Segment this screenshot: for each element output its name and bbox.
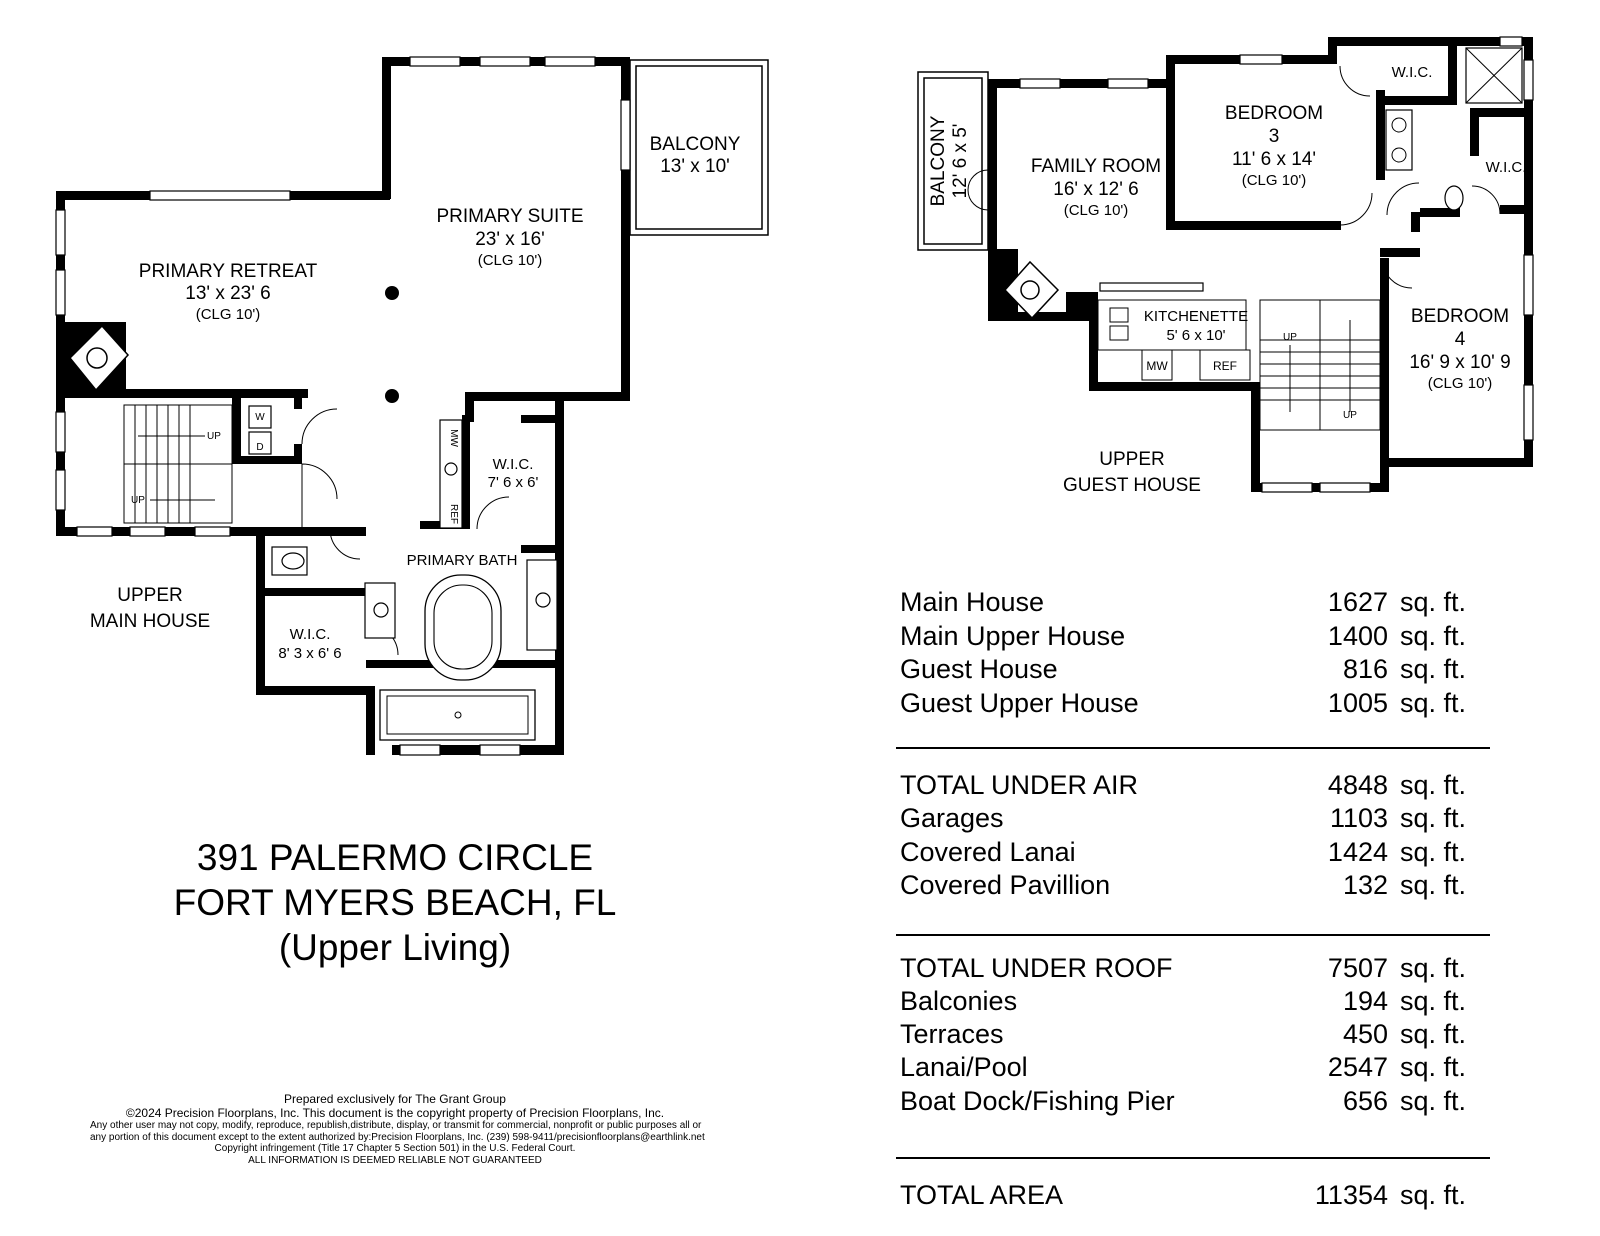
copyright-notice <box>90 1092 705 1166</box>
room-name-bedroom-4: BEDROOM <box>1410 306 1510 327</box>
room-dims-primary-retreat: 13' x 23' 6 <box>185 283 271 304</box>
room-num-bedroom-4: 4 <box>1454 329 1466 350</box>
area-row: Terraces 450 sq. ft. <box>900 1019 1467 1049</box>
divider <box>896 747 1490 749</box>
dryer-label: D <box>256 442 264 453</box>
divider <box>896 1157 1490 1159</box>
room-name-family-room: FAMILY ROOM <box>1030 156 1162 177</box>
main-house-plan <box>56 57 768 755</box>
room-name-wic-2: W.I.C. <box>289 626 331 643</box>
address-line-2: FORT MYERS BEACH, FL <box>173 882 617 923</box>
room-name-primary-bath: PRIMARY BATH <box>406 552 518 569</box>
stair-up-label: UP <box>207 431 221 442</box>
plan-title-guest-line2: GUEST HOUSE <box>1063 475 1201 496</box>
credit-line: Copyright infringement (Title 17 Chapter 5 Section 501) in the U.S. Federal Court. <box>214 1143 576 1154</box>
room-name-guest-balcony: BALCONY <box>928 115 949 207</box>
area-row: Main House 1627 sq. ft. <box>900 587 1467 617</box>
area-row: Boat Dock/Fishing Pier 656 sq. ft. <box>900 1086 1467 1116</box>
address-line-1: 391 PALERMO CIRCLE <box>196 837 594 878</box>
credit-line: any portion of this document except to the extent authorized by:Precision Floorplans, Inc. (239) 598-9411/precisionfloorplans@earthlink.net <box>90 1131 705 1143</box>
area-row-total: TOTAL AREA 11354 sq. ft. <box>900 1180 1467 1210</box>
address-line-3: (Upper Living) <box>278 927 512 968</box>
room-clg-bedroom-3: (CLG 10') <box>1241 172 1307 189</box>
room-dims-wic-1: 7' 6 x 6' <box>487 474 539 491</box>
area-row: Main Upper House 1400 sq. ft. <box>900 621 1467 651</box>
room-clg-bedroom-4: (CLG 10') <box>1427 375 1493 392</box>
room-name-wic-1: W.I.C. <box>492 456 534 473</box>
room-clg-primary-retreat: (CLG 10') <box>195 306 261 323</box>
area-row: Covered Pavillion 132 sq. ft. <box>900 870 1467 900</box>
room-name-main-balcony: BALCONY <box>649 134 741 155</box>
area-row: TOTAL UNDER AIR 4848 sq. ft. <box>900 770 1467 800</box>
stair-up-label: UP <box>131 495 145 506</box>
area-row: Guest Upper House 1005 sq. ft. <box>900 688 1467 718</box>
area-row: TOTAL UNDER ROOF 7507 sq. ft. <box>900 953 1467 983</box>
room-name-kitchenette: KITCHENETTE <box>1143 308 1249 325</box>
room-dims-wic-2: 8' 3 x 6' 6 <box>278 645 342 662</box>
room-clg-primary-suite: (CLG 10') <box>477 252 543 269</box>
credit-line: Any other user may not copy, modify, reproduce, republish,distribute, display, or transmit for commercial, nonprofit or public purposes all or <box>90 1120 702 1131</box>
room-dims-bedroom-3: 11' 6 x 14' <box>1231 149 1317 170</box>
area-row: Garages 1103 sq. ft. <box>900 803 1467 833</box>
room-name-wic-top: W.I.C. <box>1391 64 1433 81</box>
credit-line: ALL INFORMATION IS DEEMED RELIABLE NOT GUARANTEED <box>248 1154 542 1166</box>
room-num-bedroom-3: 3 <box>1268 126 1280 147</box>
area-row: Balconies 194 sq. ft. <box>900 986 1467 1016</box>
room-clg-family-room: (CLG 10') <box>1063 202 1129 219</box>
property-address <box>140 835 650 970</box>
plan-title-guest-line1: UPPER <box>1099 449 1165 470</box>
room-name-primary-suite: PRIMARY SUITE <box>436 206 584 227</box>
area-row: Lanai/Pool 2547 sq. ft. <box>900 1052 1467 1082</box>
microwave-label: MW <box>448 429 459 447</box>
room-dims-primary-suite: 23' x 16' <box>475 229 545 250</box>
area-row: Guest House 816 sq. ft. <box>900 654 1467 684</box>
divider <box>896 934 1490 936</box>
guest-house-plan <box>918 37 1533 496</box>
credit-line: ©2024 Precision Floorplans, Inc. This document is the copyright property of Precision Floorplans, Inc. <box>125 1106 665 1120</box>
area-row: Covered Lanai 1424 sq. ft. <box>900 837 1467 867</box>
microwave-label: MW <box>1146 359 1168 373</box>
room-name-primary-retreat: PRIMARY RETREAT <box>138 261 318 282</box>
plan-title-main-line2: MAIN HOUSE <box>89 611 211 632</box>
room-name-wic-right: W.I.C. <box>1485 159 1527 176</box>
fridge-label: REF <box>1213 359 1237 373</box>
room-name-bedroom-3: BEDROOM <box>1224 103 1324 124</box>
room-dims-guest-balcony: 12' 6 x 5' <box>950 123 971 199</box>
room-dims-bedroom-4: 16' 9 x 10' 9 <box>1409 352 1511 373</box>
washer-label: W <box>255 412 265 423</box>
stair-up-label: UP <box>1283 332 1297 343</box>
room-dims-kitchenette: 5' 6 x 10' <box>1166 327 1226 344</box>
plan-title-main-line1: UPPER <box>117 585 183 606</box>
fridge-label: REF <box>448 504 459 524</box>
credit-line: Prepared exclusively for The Grant Group <box>284 1092 506 1106</box>
room-dims-main-balcony: 13' x 10' <box>660 156 730 177</box>
stair-up-label: UP <box>1343 410 1357 421</box>
room-dims-family-room: 16' x 12' 6 <box>1053 179 1139 200</box>
